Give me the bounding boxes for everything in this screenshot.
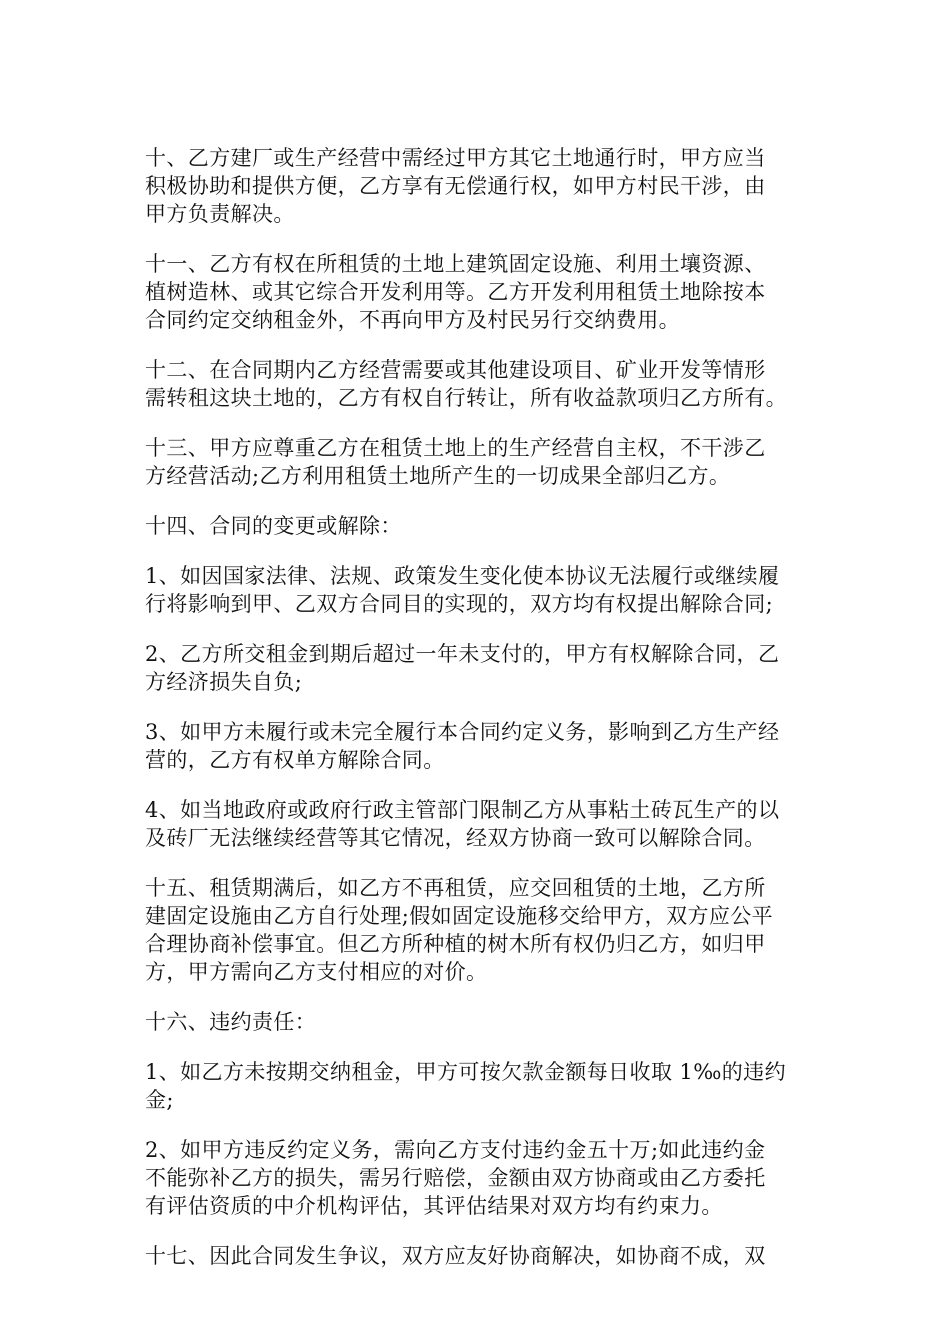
contract-paragraph (145, 796, 815, 852)
paragraph-line: 十二、在合同期内乙方经营需要或其他建设项目、矿业开发等情形 (145, 358, 766, 382)
paragraph-line: 有评估资质的中介机构评估，其评估结果对双方均有约束力。 (145, 1194, 723, 1218)
paragraph-line: 建固定设施由乙方自行处理;假如固定设施移交给甲方，双方应公平 (145, 904, 774, 928)
paragraph-line: 甲方负责解决。 (145, 202, 295, 226)
contract-paragraph (145, 718, 815, 774)
paragraph-line: 十四、合同的变更或解除： (145, 514, 402, 538)
paragraph-line: 营的，乙方有权单方解除合同。 (145, 748, 445, 772)
paragraph-line: 植树造林、或其它综合开发利用等。乙方开发利用租赁土地除按本 (145, 280, 766, 304)
paragraph-line: 十、乙方建厂或生产经营中需经过甲方其它土地通行时，甲方应当 (145, 146, 766, 170)
paragraph-line: 十一、乙方有权在所租赁的土地上建筑固定设施、利用土壤资源、 (145, 252, 766, 276)
contract-paragraph (145, 1242, 815, 1270)
contract-paragraph (145, 1008, 815, 1036)
contract-paragraph (145, 144, 815, 228)
contract-paragraph (145, 1136, 815, 1220)
contract-paragraph (145, 250, 815, 334)
paragraph-line: 金; (145, 1088, 174, 1112)
paragraph-line: 十七、因此合同发生争议，双方应友好协商解决，如协商不成，双 (145, 1244, 766, 1268)
paragraph-line: 1、如因国家法律、法规、政策发生变化使本协议无法履行或继续履 (145, 564, 780, 588)
paragraph-line: 方经营活动;乙方利用租赁土地所产生的一切成果全部归乙方。 (145, 464, 731, 488)
paragraph-line: 2、乙方所交租金到期后超过一年未支付的，甲方有权解除合同，乙 (145, 642, 780, 666)
paragraph-line: 方，甲方需向乙方支付相应的对价。 (145, 960, 488, 984)
paragraph-line: 行将影响到甲、乙双方合同目的实现的，双方均有权提出解除合同; (145, 592, 774, 616)
paragraph-line: 2、如甲方违反约定义务，需向乙方支付违约金五十万;如此违约金 (145, 1138, 766, 1162)
contract-paragraph (145, 874, 815, 986)
contract-paragraph (145, 356, 815, 412)
paragraph-line: 十五、租赁期满后，如乙方不再租赁，应交回租赁的土地，乙方所 (145, 876, 766, 900)
paragraph-line: 及砖厂无法继续经营等其它情况，经双方协商一致可以解除合同。 (145, 826, 766, 850)
paragraph-line: 3、如甲方未履行或未完全履行本合同约定义务，影响到乙方生产经 (145, 720, 780, 744)
contract-paragraph (145, 640, 815, 696)
paragraph-line: 合同约定交纳租金外，不再向甲方及村民另行交纳费用。 (145, 308, 680, 332)
paragraph-line: 4、如当地政府或政府行政主管部门限制乙方从事粘土砖瓦生产的以 (145, 798, 780, 822)
paragraph-line: 合理协商补偿事宜。但乙方所种植的树木所有权仍归乙方，如归甲 (145, 932, 766, 956)
paragraph-line: 积极协助和提供方便，乙方享有无偿通行权，如甲方村民干涉，由 (145, 174, 766, 198)
contract-paragraph (145, 1058, 815, 1114)
document-body (145, 144, 815, 1292)
paragraph-line: 需转租这块土地的，乙方有权自行转让，所有收益款项归乙方所有。 (145, 386, 787, 410)
paragraph-line: 方经济损失自负; (145, 670, 303, 694)
paragraph-line: 十三、甲方应尊重乙方在租赁土地上的生产经营自主权，不干涉乙 (145, 436, 766, 460)
contract-paragraph (145, 562, 815, 618)
contract-paragraph (145, 512, 815, 540)
paragraph-line: 十六、违约责任： (145, 1010, 317, 1034)
paragraph-line: 不能弥补乙方的损失，需另行赔偿，金额由双方协商或由乙方委托 (145, 1166, 766, 1190)
paragraph-line: 1、如乙方未按期交纳租金，甲方可按欠款金额每日收取 1‰的违约 (145, 1060, 786, 1084)
contract-paragraph (145, 434, 815, 490)
